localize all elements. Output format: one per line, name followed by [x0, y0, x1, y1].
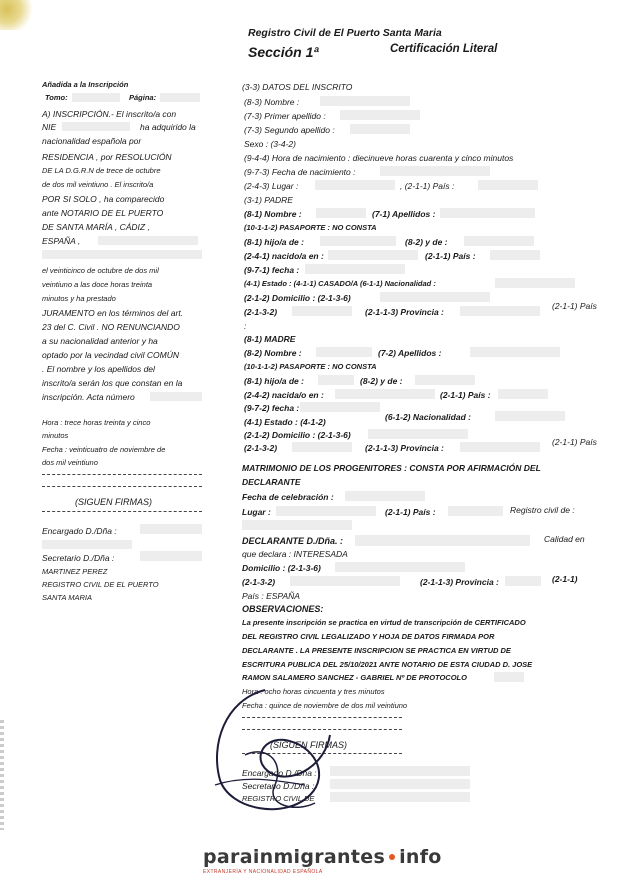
- right-line: (9-7-1) fecha :: [244, 265, 300, 275]
- right-line: Fecha : quince de noviembre de dos mil veintiuno: [242, 701, 408, 710]
- right-line: Hora : ocho horas cincuenta y tres minutos: [242, 687, 385, 696]
- right-line: (2-1-1-3) Provincia :: [365, 307, 444, 317]
- right-line: (2-1-1) País :: [385, 507, 436, 517]
- left-signatures-follow: (SIGUEN FIRMAS): [75, 497, 153, 507]
- left-line: ante NOTARIO DE EL PUERTO: [42, 208, 164, 218]
- left-line: minutos y ha prestado: [42, 294, 116, 303]
- right-line: (9-7-2) fecha :: [244, 403, 300, 413]
- left-line: el veinticinco de octubre de dos mil: [42, 266, 159, 275]
- left-line: DE LA D.G.R.N de trece de octubre: [42, 166, 161, 175]
- footer-brand: [203, 846, 442, 875]
- scan-edge-mark: [0, 720, 4, 830]
- left-line: SANTA MARIA: [42, 593, 93, 602]
- right-line: (2-4-1) nacido/a en :: [244, 251, 324, 261]
- right-line: (8-1) MADRE: [244, 334, 296, 344]
- right-line: (7-1) Apellidos :: [372, 209, 436, 219]
- right-line: (2-1-1): [552, 574, 578, 584]
- left-line: NIE: [42, 122, 57, 132]
- signature-scribble: [205, 685, 348, 825]
- certificate-type: Certificación Literal: [390, 43, 498, 55]
- right-line: País : ESPAÑA: [242, 591, 300, 601]
- right-line: Domicilio : (2-1-3-6): [242, 563, 321, 573]
- left-line: Tomo:: [45, 93, 68, 102]
- section-title: Sección 1ª: [248, 44, 319, 60]
- right-line: DECLARANTE D./Dña. :: [242, 536, 343, 546]
- right-line: Secretario D./Dña :: [242, 781, 315, 791]
- right-line: que declara : INTERESADA: [242, 549, 348, 559]
- right-line: Encargado D./Dña :: [242, 768, 317, 778]
- right-line: (9-4-4) Hora de nacimiento : diecinueve horas cuarenta y cinco minutos: [244, 153, 514, 163]
- right-line: DEL REGISTRO CIVIL LEGALIZADO Y HOJA DE DATOS FIRMADA POR: [242, 632, 495, 641]
- right-line: (2-1-1-3) Provincia :: [365, 443, 444, 453]
- left-line: JURAMENTO en los términos del art.: [42, 308, 184, 318]
- right-line: MATRIMONIO DE LOS PROGENITORES : CONSTA POR AFIRMACIÓN DEL: [242, 463, 541, 473]
- left-line: Fecha : veinticuatro de noviembre de: [42, 445, 166, 454]
- left-line: . El nombre y los apellidos del: [42, 364, 155, 374]
- right-line: (2-1-3-2): [242, 577, 276, 587]
- right-line: (2-1-1) País: [552, 437, 597, 447]
- stain-mark: [0, 0, 34, 30]
- left-line: Hora : trece horas treinta y cinco: [42, 418, 151, 427]
- right-line: (9-7-3) Fecha de nacimiento :: [244, 167, 356, 177]
- left-line: DE SANTA MARÍA , CÁDIZ ,: [42, 222, 150, 232]
- right-line: ESCRITURA PUBLICA DEL 25/10/2021 ANTE NOTARIO DE ESTA CIUDAD D. JOSE: [242, 660, 533, 669]
- right-line: (7-3) Segundo apellido :: [244, 125, 335, 135]
- right-line: Registro civil de :: [510, 505, 575, 515]
- right-line: (4-1) Estado : (4-1-2): [244, 417, 326, 427]
- right-line: (6-1-2) Nacionalidad :: [385, 412, 471, 422]
- left-line: inscrito/a serán los que constan en la: [42, 378, 183, 388]
- left-line: optado por la vecindad civil COMÚN: [42, 350, 180, 360]
- left-line: ESPAÑA ,: [42, 236, 81, 246]
- right-line: (7-3) Primer apellido :: [244, 111, 326, 121]
- right-line: OBSERVACIONES:: [242, 604, 324, 614]
- right-line: :: [244, 321, 247, 331]
- left-line: RESIDENCIA , por RESOLUCIÓN: [42, 152, 172, 162]
- right-line: (2-1-1) País :: [425, 251, 476, 261]
- left-line: POR SI SOLO , ha comparecido: [42, 194, 165, 204]
- right-line: Sexo : (3-4-2): [244, 139, 296, 149]
- right-line: La presente inscripción se practica en virtud de transcripción de CERTIFICADO: [242, 618, 526, 627]
- right-line: (2-1-2) Domicilio : (2-1-3-6): [244, 293, 351, 303]
- right-line: DECLARANTE . LA PRESENTE INSCRIPCION SE PRACTICA EN VIRTUD DE: [242, 646, 511, 655]
- right-signatures-follow: (SIGUEN FIRMAS): [270, 740, 348, 750]
- left-line: Encargado D./Dña :: [42, 526, 117, 536]
- brand-name: parainmigrantes: [203, 846, 386, 868]
- right-line: (8-3) Nombre :: [244, 97, 300, 107]
- right-line: (8-1) Nombre :: [244, 209, 302, 219]
- right-line: (7-2) Apellidos :: [378, 348, 442, 358]
- brand-tagline: EXTRANJERÍA Y NACIONALIDAD ESPAÑOLA: [203, 869, 323, 875]
- right-line: (2-1-3-2): [244, 307, 278, 317]
- left-line: Añadida a la Inscripción: [42, 80, 129, 89]
- registry-title: Registro Civil de El Puerto Santa Maria: [248, 27, 442, 39]
- right-line: , (2-1-1) País :: [400, 181, 455, 191]
- left-line: 23 del C. Civil . NO RENUNCIANDO: [42, 322, 180, 332]
- right-line: (2-4-2) nacida/o en :: [244, 390, 324, 400]
- right-line: (8-1) hijo/a de :: [244, 237, 304, 247]
- right-line: (2-1-2) Domicilio : (2-1-3-6): [244, 430, 351, 440]
- left-line: Página:: [129, 93, 157, 102]
- right-line: Fecha de celebración :: [242, 492, 334, 502]
- left-line: dos mil veintiuno: [42, 458, 98, 467]
- right-line: (2-1-1) País: [552, 301, 597, 311]
- left-line: MARTINEZ PEREZ: [42, 567, 108, 576]
- right-line: (2-4-3) Lugar :: [244, 181, 299, 191]
- right-line: (8-2) y de :: [360, 376, 403, 386]
- left-line: A) INSCRIPCIÓN.- El inscrito/a con: [42, 109, 177, 119]
- brand-dot-icon: [389, 854, 395, 860]
- left-line: minutos: [42, 431, 69, 440]
- left-line: Secretario D./Dña :: [42, 553, 115, 563]
- right-line: (2-1-1-3) Provincia :: [420, 577, 499, 587]
- right-line: (8-2) Nombre :: [244, 348, 302, 358]
- right-line: (10-1-1-2) PASAPORTE : NO CONSTA: [244, 223, 377, 232]
- left-line: REGISTRO CIVIL DE EL PUERTO: [42, 580, 159, 589]
- right-line: Calidad en: [544, 534, 585, 544]
- left-line: inscripción. Acta número: [42, 392, 135, 402]
- left-line: de dos mil veintiuno . El inscrito/a: [42, 180, 154, 189]
- left-line: nacionalidad española por: [42, 136, 142, 146]
- right-line: (10-1-1-2) PASAPORTE : NO CONSTA: [244, 362, 377, 371]
- left-line: a su nacionalidad anterior y ha: [42, 336, 158, 346]
- right-line: (2-1-1) País :: [440, 390, 491, 400]
- right-line: (3-3) DATOS DEL INSCRITO: [242, 82, 353, 92]
- brand-suffix: info: [399, 846, 442, 868]
- right-line: DECLARANTE: [242, 477, 301, 487]
- right-line: (4-1) Estado : (4-1-1) CASADO/A (6-1-1) Nacionalidad :: [244, 279, 436, 288]
- left-line: ha adquirido la: [140, 122, 196, 132]
- right-line: (3-1) PADRE: [244, 195, 293, 205]
- right-line: (8-2) y de :: [405, 237, 448, 247]
- right-line: Lugar :: [242, 507, 271, 517]
- right-line: RAMON SALAMERO SANCHEZ - GABRIEL Nº DE PROTOCOLO: [242, 673, 467, 682]
- right-line: (2-1-3-2): [244, 443, 278, 453]
- left-line: veintiuno a las doce horas treinta: [42, 280, 153, 289]
- right-line: (8-1) hijo/a de :: [244, 376, 304, 386]
- right-line: REGISTRO CIVIL DE: [242, 794, 315, 803]
